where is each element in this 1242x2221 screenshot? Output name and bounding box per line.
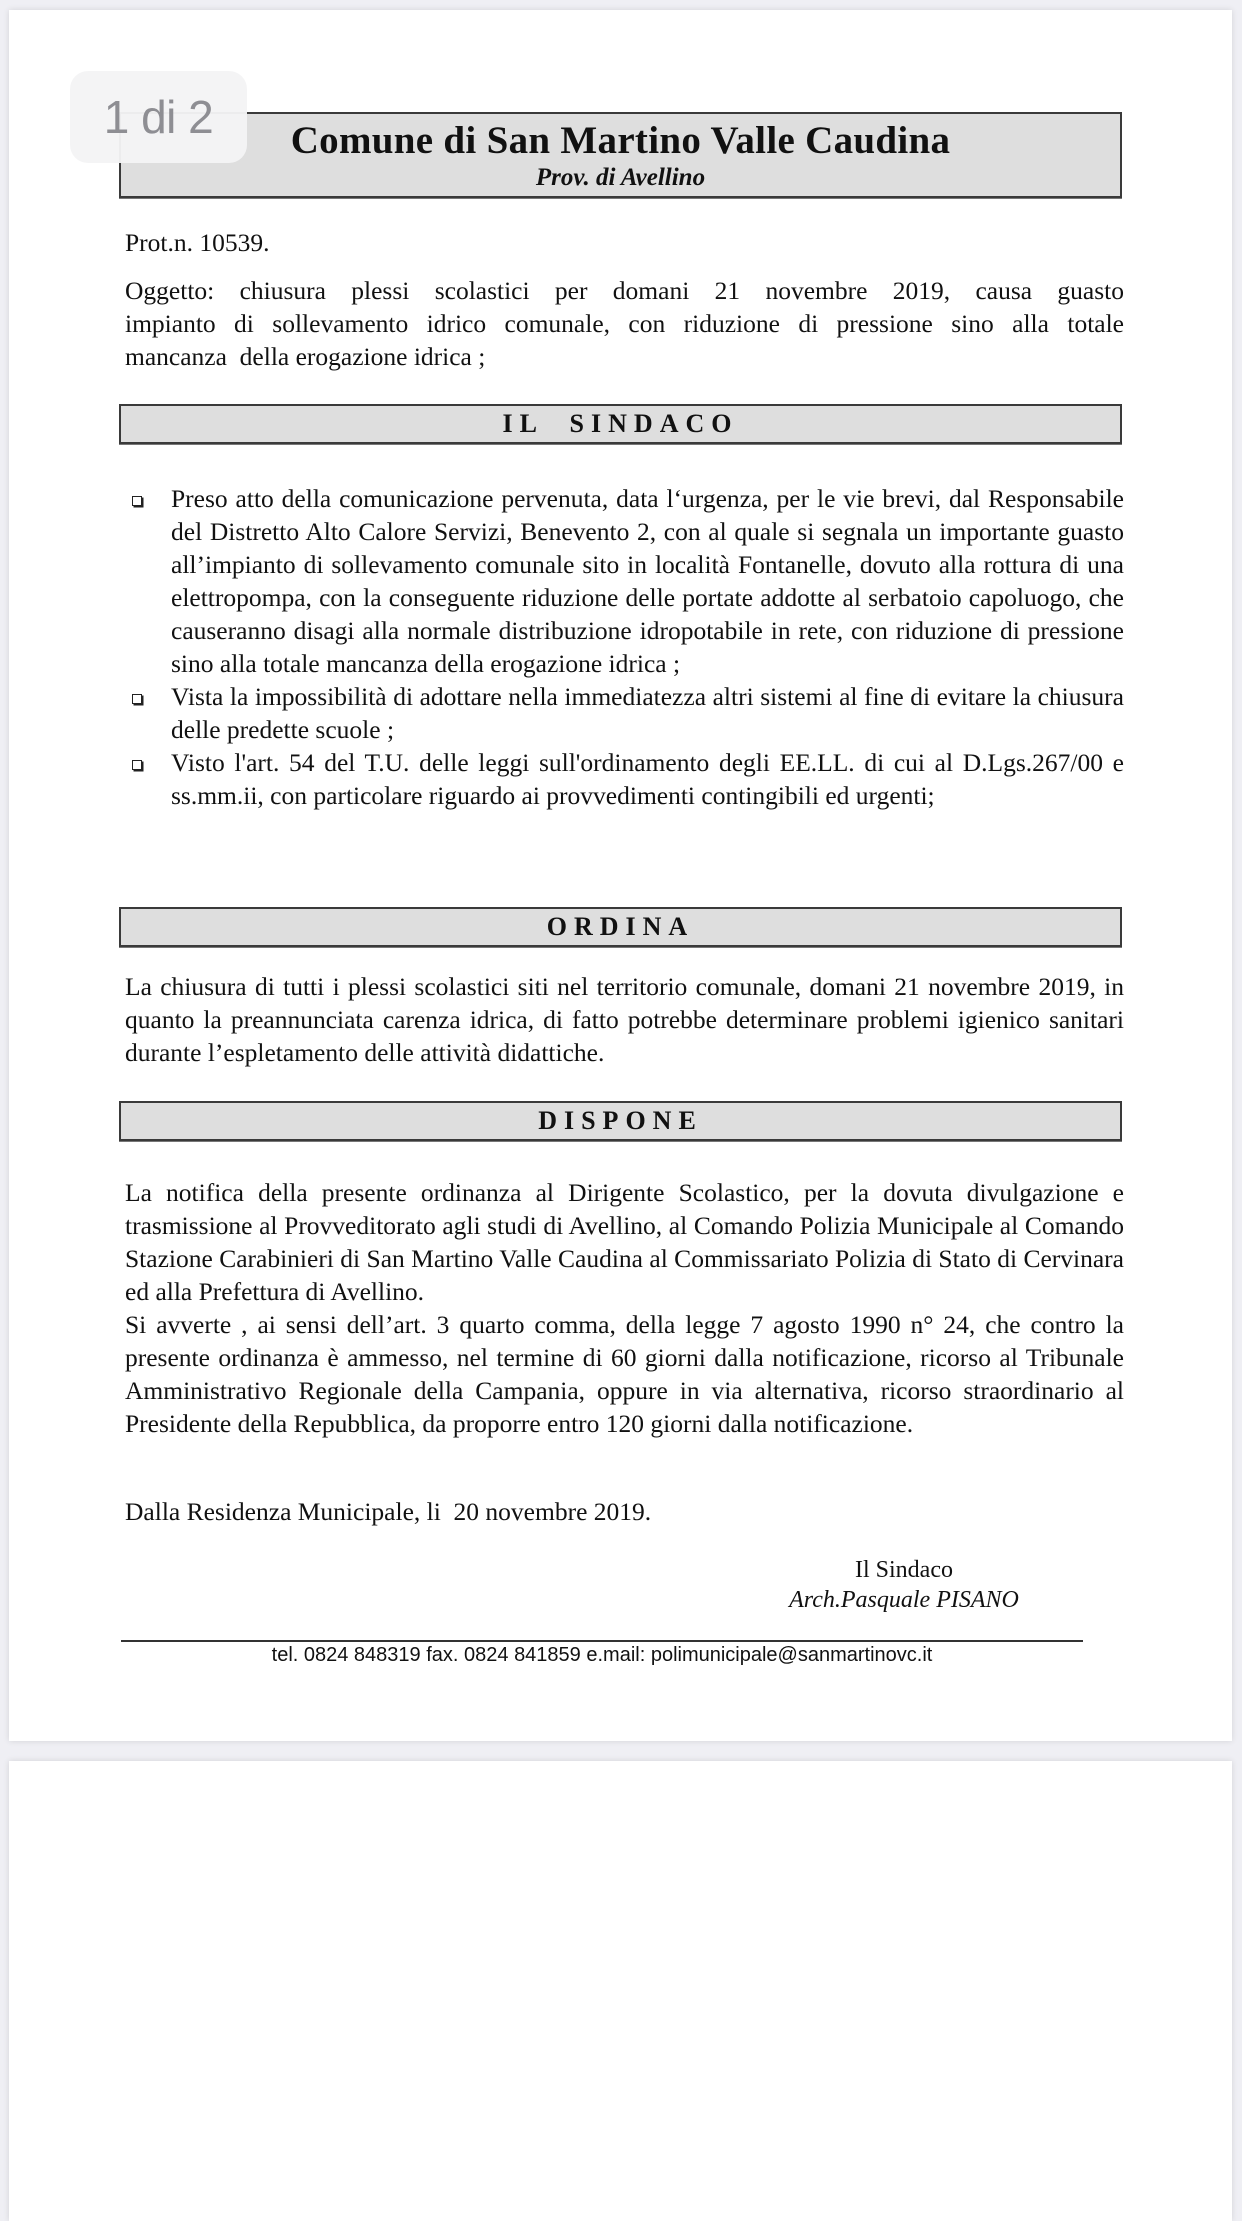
dispone-paragraph: La notifica della presente ordinanza al Dirigente Scolastico, per la dovuta divulgazione e trasmissione al Provveditorato agli studi di Avellino, al Comando Polizia Municipale al Comando Stazione Carabinieri di San Martino Valle Caudina al Commissariato Polizia di Stato di Cervinara ed alla Prefettura di Avellino.	[125, 1178, 1124, 1306]
document-page-1[interactable]	[9, 10, 1232, 1741]
section-label: ORDINA	[546, 912, 695, 941]
letterhead-subtitle: Prov. di Avellino	[535, 164, 706, 191]
list-item	[125, 680, 1124, 746]
subject-paragraph	[125, 274, 1124, 373]
checkbox-square-bullet-icon	[132, 760, 142, 770]
checkbox-square-bullet-icon	[132, 496, 142, 506]
footer-contacts: tel. 0824 848319 fax. 0824 841859 e.mail: polimunicipale@sanmartinovc.it	[271, 1644, 933, 1666]
letterhead-title: Comune di San Martino Valle Caudina	[290, 119, 951, 162]
letterhead-box	[119, 112, 1122, 198]
protocol-number: Prot.n. 10539.	[125, 228, 270, 257]
subject-line: mancanza della erogazione idrica ;	[125, 342, 486, 371]
section-label: IL SINDACO	[502, 409, 739, 438]
place-and-date: Dalla Residenza Municipale, li 20 novembre 2019.	[125, 1497, 652, 1526]
appeal-notice-paragraph: Si avverte , ai sensi dell’art. 3 quarto comma, della legge 7 agosto 1990 n° 24, che contro la presente ordinanza è ammesso, nel termine di 60 giorni dalla notificazione, ricorso al Tribunale Amministrativo Regionale della Campania, oppure in via alternativa, ricorso straordinario al Presidente della Repubblica, da proporre entro 120 giorni dalla notificazione.	[125, 1310, 1124, 1438]
list-item	[125, 746, 1124, 812]
checkbox-square-bullet-icon	[132, 694, 142, 704]
section-header-sindaco	[119, 404, 1122, 444]
premises-list	[125, 482, 1124, 812]
subject-line: Oggetto: chiusura plessi scolastici per domani 21 novembre 2019, causa guasto	[125, 276, 1124, 305]
footer-divider	[121, 1640, 1083, 1642]
document-page-2[interactable]	[9, 1761, 1232, 2221]
signature-role: Il Sindaco	[855, 1557, 953, 1583]
premise-text: Visto l'art. 54 del T.U. delle leggi sull'ordinamento degli EE.LL. di cui al D.Lgs.267/00 e ss.mm.ii, con particolare riguardo ai provvedimenti contingibili ed urgenti;	[171, 748, 1124, 810]
premise-text: Vista la impossibilità di adottare nella immediatezza altri sistemi al fine di evitare la chiusura delle predette scuole ;	[171, 682, 1124, 744]
list-item	[125, 482, 1124, 680]
premise-text: Preso atto della comunicazione pervenuta, data l‘urgenza, per le vie brevi, dal Responsabile del Distretto Alto Calore Servizi, Benevento 2, con al quale si segnala un importante guasto all’impianto di sollevamento comunale sito in località Fontanelle, dovuto alla rottura di una elettropompa, con la conseguente riduzione delle portate addotte al serbatoio capoluogo, che causeranno disagi alla normale distribuzione idropotabile in rete, con riduzione di pressione sino alla totale mancanza della erogazione idrica ;	[171, 484, 1124, 678]
section-label: DISPONE	[538, 1106, 703, 1135]
section-header-ordina	[119, 907, 1122, 947]
subject-line: impianto di sollevamento idrico comunale, con riduzione di pressione sino alla totale	[125, 309, 1124, 338]
page-indicator: 1 di 2	[70, 71, 247, 163]
signature-name: Arch.Pasquale PISANO	[789, 1587, 1019, 1613]
order-paragraph: La chiusura di tutti i plessi scolastici siti nel territorio comunale, domani 21 novembre 2019, in quanto la preannunciata carenza idrica, di fatto potrebbe determinare problemi igienico sanitari durante l’espletamento delle attività didattiche.	[125, 972, 1124, 1067]
section-header-dispone	[119, 1101, 1122, 1141]
